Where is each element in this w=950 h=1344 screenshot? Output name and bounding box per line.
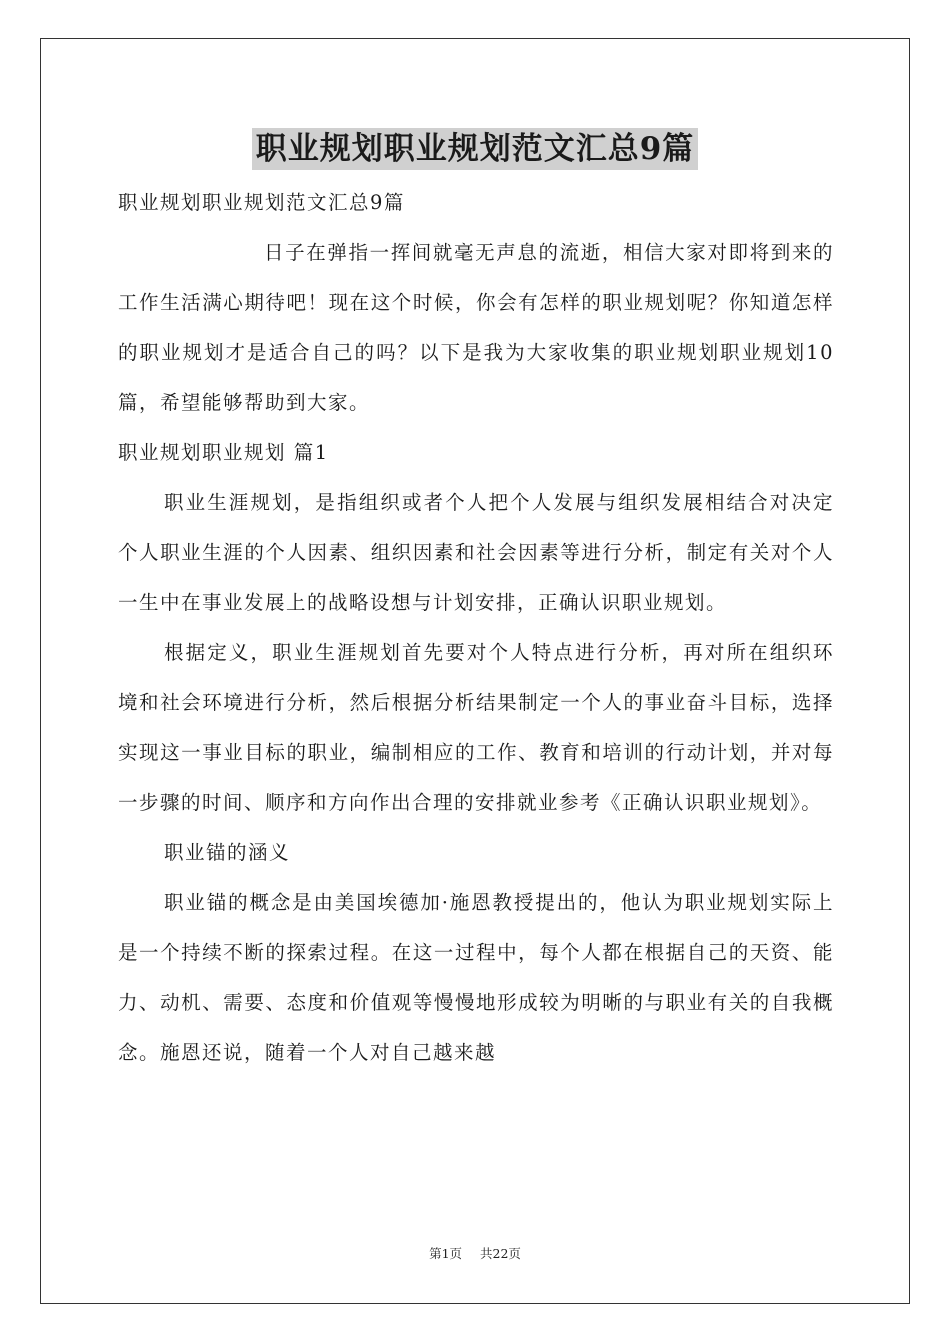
- page-number: 第1页: [429, 1246, 463, 1261]
- body-paragraph: 职业生涯规划，是指组织或者个人把个人发展与组织发展相结合对决定个人职业生涯的个人因素、组织因素和社会因素等进行分析，制定有关对个人一生中在事业发展上的战略设想与计划安排，正确认识职业规划。: [118, 491, 834, 614]
- intro-paragraph: 日子在弹指一挥间就毫无声息的流逝，相信大家对即将到来的工作生活满心期待吧！现在这个时候，你会有怎样的职业规划呢？你知道怎样的职业规划才是适合自己的吗？以下是我为大家收集的职业规划职业规划10篇，希望能够帮助到大家。: [118, 241, 834, 414]
- document-title: 职业规划职业规划范文汇总9篇: [252, 128, 699, 170]
- subheading-paragraph: 职业锚的涵义: [164, 841, 291, 864]
- subtitle-paragraph: 职业规划职业规划范文汇总9篇: [118, 191, 405, 214]
- body-paragraph: 职业锚的概念是由美国埃德加·施恩教授提出的，他认为职业规划实际上是一个持续不断的探索过程。在这一过程中，每个人都在根据自己的天资、能力、动机、需要、态度和价值观等慢慢地形成较为明晰的与职业有关的自我概念。施恩还说，随着一个人对自己越来越: [118, 891, 834, 1064]
- body-paragraph: 根据定义，职业生涯规划首先要对个人特点进行分析，再对所在组织环境和社会环境进行分析，然后根据分析结果制定一个人的事业奋斗目标，选择实现这一事业目标的职业，编制相应的工作、教育和培训的行动计划，并对每一步骤的时间、顺序和方向作出合理的安排就业参考《正确认识职业规划》。: [118, 641, 834, 814]
- page-footer: [0, 1244, 950, 1262]
- section-heading: 职业规划职业规划 篇1: [118, 441, 329, 464]
- page-total: 共22页: [480, 1246, 521, 1261]
- document-body: [118, 178, 834, 1078]
- title-container: [0, 128, 950, 170]
